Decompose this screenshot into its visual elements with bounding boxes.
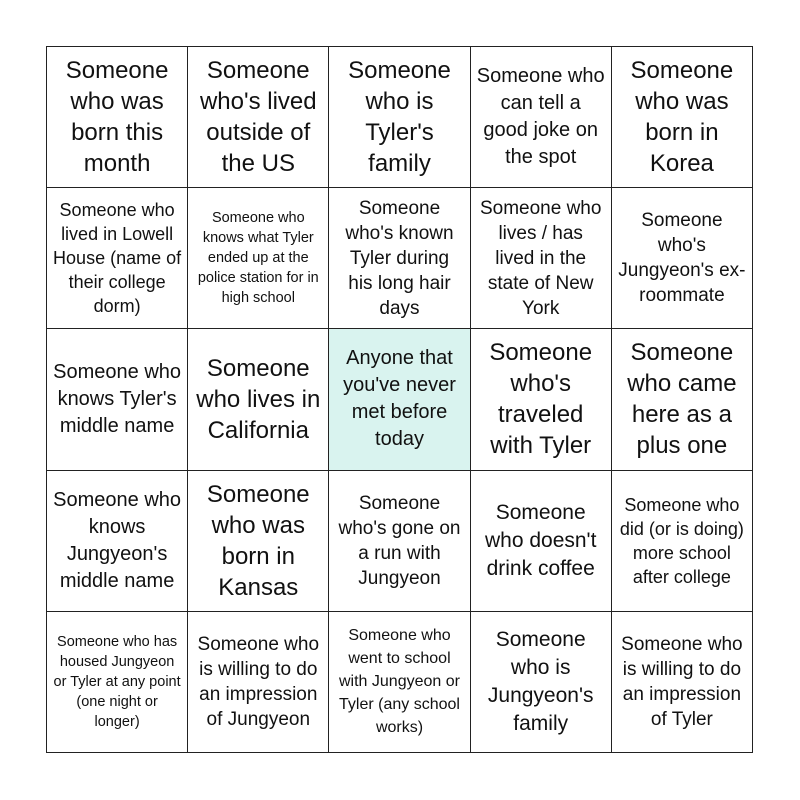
bingo-cell-10[interactable]	[612, 188, 753, 329]
cell-text: Someone who was born this month	[65, 57, 169, 178]
bingo-cell-1[interactable]	[47, 47, 188, 188]
cell-text: Someone who's gone on a run with Jungyeon	[338, 492, 461, 589]
cell-text: Anyone that you've never met before today	[343, 347, 456, 451]
bingo-board	[46, 46, 753, 753]
bingo-cell-6[interactable]	[47, 188, 188, 329]
bingo-cell-3[interactable]	[329, 47, 470, 188]
cell-text: Someone who's known Tyler during his long hair days	[345, 197, 454, 319]
cell-text: Someone who was born in Korea	[630, 57, 734, 178]
bingo-cell-15[interactable]	[612, 329, 753, 470]
cell-text: Someone who did (or is doing) more school after college	[619, 494, 744, 587]
cell-text: Someone who lives / has lived in the state of New York	[479, 197, 602, 319]
bingo-cell-2[interactable]	[188, 47, 329, 188]
bingo-cell-12[interactable]	[188, 329, 329, 470]
cell-text: Someone who came here as a plus one	[627, 339, 737, 460]
cell-text: Someone who's Jungyeon's ex-roommate	[618, 210, 746, 307]
bingo-cell-16[interactable]	[47, 471, 188, 612]
bingo-cell-18[interactable]	[329, 471, 470, 612]
cell-text: Someone who is Jungyeon's family	[487, 627, 594, 735]
bingo-cell-5[interactable]	[612, 47, 753, 188]
bingo-free-cell[interactable]	[329, 329, 470, 470]
bingo-cell-8[interactable]	[329, 188, 470, 329]
cell-text: Someone who's lived outside of the US	[199, 57, 317, 178]
bingo-cell-22[interactable]	[188, 612, 329, 753]
bingo-cell-14[interactable]	[471, 329, 612, 470]
cell-text: Someone who knows Tyler's middle name	[53, 360, 182, 437]
cell-text: Someone who can tell a good joke on the spot	[476, 65, 605, 169]
cell-text: Someone who doesn't drink coffee	[484, 500, 597, 580]
bingo-cell-19[interactable]	[471, 471, 612, 612]
cell-text: Someone who was born in Kansas	[206, 480, 310, 601]
bingo-cell-21[interactable]	[47, 612, 188, 753]
bingo-cell-9[interactable]	[471, 188, 612, 329]
cell-text: Someone who went to school with Jungyeon or Tyler (any school works)	[339, 627, 460, 737]
cell-text: Someone who has housed Jungyeon or Tyler at any point (one night or longer)	[53, 633, 181, 730]
cell-text: Someone who is willing to do an impression of Jungyeon	[197, 633, 320, 730]
cell-text: Someone who lives in California	[196, 354, 321, 444]
bingo-cell-17[interactable]	[188, 471, 329, 612]
bingo-cell-20[interactable]	[612, 471, 753, 612]
bingo-cell-4[interactable]	[471, 47, 612, 188]
cell-text: Someone who knows what Tyler ended up at the police station for in high school	[197, 210, 319, 307]
cell-text: Someone who's traveled with Tyler	[489, 339, 593, 460]
cell-text: Someone who is Tyler's family	[348, 57, 451, 178]
cell-text: Someone who is willing to do an impression of Tyler	[621, 633, 743, 730]
bingo-cell-25[interactable]	[612, 612, 753, 753]
bingo-cell-24[interactable]	[471, 612, 612, 753]
bingo-cell-23[interactable]	[329, 612, 470, 753]
cell-text: Someone who lived in Lowell House (name of their college dorm)	[53, 200, 182, 317]
bingo-cell-7[interactable]	[188, 188, 329, 329]
cell-text: Someone who knows Jungyeon's middle name	[53, 488, 182, 592]
bingo-cell-11[interactable]	[47, 329, 188, 470]
